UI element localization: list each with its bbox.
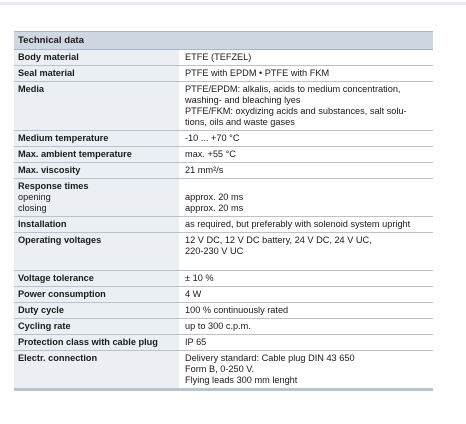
row-value xyxy=(179,351,433,389)
row-label: Body material xyxy=(14,50,179,66)
row-label: Electr. connection xyxy=(14,351,179,389)
row-label-main: Response times xyxy=(18,181,89,191)
table-row-media xyxy=(14,82,433,131)
row-value: max. +55 °C xyxy=(179,147,433,163)
top-divider xyxy=(0,2,466,5)
table-row-medium-temperature xyxy=(14,131,433,147)
row-label: Voltage tolerance xyxy=(14,271,179,287)
row-label: Protection class with cable plug xyxy=(14,335,179,351)
table-row-response-times xyxy=(14,179,433,217)
row-label xyxy=(14,179,179,217)
row-value: PTFE with EPDM • PTFE with FKM xyxy=(179,66,433,82)
row-value xyxy=(179,179,433,217)
row-sublabel-closing: closing xyxy=(18,203,47,213)
row-value xyxy=(179,82,433,131)
row-sublabel-opening: opening xyxy=(18,192,51,202)
technical-data-table xyxy=(14,31,433,389)
row-label: Max. viscosity xyxy=(14,163,179,179)
value-line: Form B, 0-250 V. xyxy=(185,364,255,374)
table-row-max-ambient-temperature xyxy=(14,147,433,163)
row-label: Media xyxy=(14,82,179,131)
table-row-seal-material xyxy=(14,66,433,82)
row-value: 4 W xyxy=(179,287,433,303)
row-label: Installation xyxy=(14,217,179,233)
table-row-voltage-tolerance xyxy=(14,271,433,287)
table-row-cycling-rate xyxy=(14,319,433,335)
value-line: tions, oils and waste gases xyxy=(185,117,295,127)
value-spacer xyxy=(185,181,429,192)
table-row-operating-voltages xyxy=(14,233,433,271)
value-line: approx. 20 ms xyxy=(185,203,244,213)
value-line: Delivery standard: Cable plug DIN 43 650 xyxy=(185,353,355,363)
row-label: Seal material xyxy=(14,66,179,82)
row-value: as required, but preferably with solenoid system upright xyxy=(179,217,433,233)
row-value: 100 % continuously rated xyxy=(179,303,433,319)
row-label: Power consumption xyxy=(14,287,179,303)
table-row-duty-cycle xyxy=(14,303,433,319)
table-row-power-consumption xyxy=(14,287,433,303)
value-line: approx. 20 ms xyxy=(185,192,244,202)
table-row-electr-connection xyxy=(14,351,433,389)
value-spacer xyxy=(185,257,429,268)
row-value: 21 mm²/s xyxy=(179,163,433,179)
table-header-row xyxy=(14,32,433,50)
row-label: Operating voltages xyxy=(14,233,179,271)
table-bottom-rule xyxy=(14,389,433,391)
row-value xyxy=(179,233,433,271)
row-label: Cycling rate xyxy=(14,319,179,335)
row-label: Medium temperature xyxy=(14,131,179,147)
row-value: -10 ... +70 °C xyxy=(179,131,433,147)
table-row-body-material xyxy=(14,50,433,66)
row-value: ± 10 % xyxy=(179,271,433,287)
value-line: PTFE/EPDM: alkalis, acids to medium concentration, xyxy=(185,84,401,94)
table-title: Technical data xyxy=(14,32,433,50)
value-line: Flying leads 300 mm lenght xyxy=(185,375,298,385)
value-line: washing- and bleaching lyes xyxy=(185,95,301,105)
row-value: up to 300 c.p.m. xyxy=(179,319,433,335)
row-value: ETFE (TEFZEL) xyxy=(179,50,433,66)
technical-data-sheet xyxy=(14,31,433,391)
value-line: PTFE/FKM: oxydizing acids and substances, salt solu- xyxy=(185,106,407,116)
value-line: 12 V DC, 12 V DC battery, 24 V DC, 24 V UC, xyxy=(185,235,372,245)
row-value: IP 65 xyxy=(179,335,433,351)
row-label: Max. ambient temperature xyxy=(14,147,179,163)
value-line: 220-230 V UC xyxy=(185,246,244,256)
table-row-max-viscosity xyxy=(14,163,433,179)
table-row-installation xyxy=(14,217,433,233)
table-row-protection-class xyxy=(14,335,433,351)
row-label: Duty cycle xyxy=(14,303,179,319)
